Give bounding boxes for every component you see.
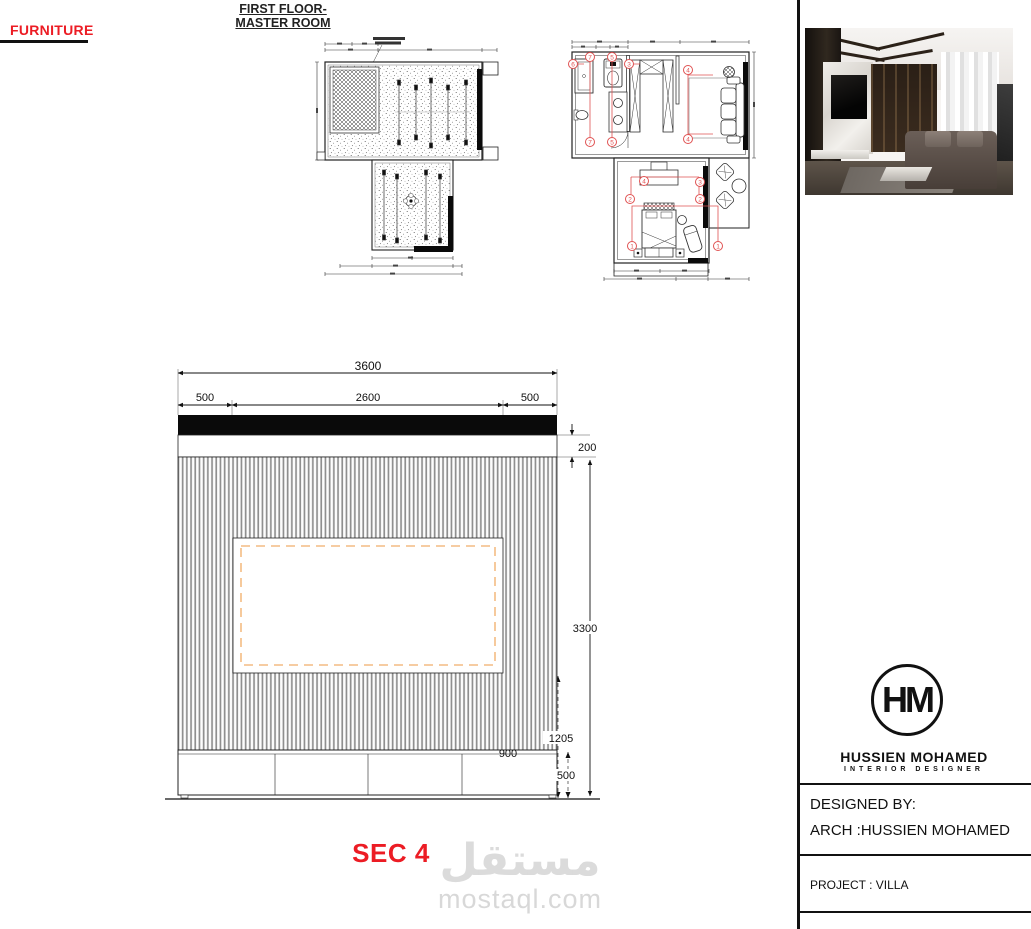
svg-text:3: 3	[698, 179, 702, 187]
titleblock-divider	[797, 0, 800, 929]
toilet	[604, 59, 622, 87]
svg-text:7: 7	[588, 54, 592, 62]
furniture-label: FURNITURE	[10, 22, 94, 38]
sitting-area	[689, 67, 744, 144]
svg-text:5: 5	[610, 54, 614, 62]
ceiling-strip	[178, 435, 557, 457]
project-label: PROJECT : VILLA	[810, 878, 909, 892]
side-table	[678, 216, 687, 225]
svg-text:500: 500	[195, 392, 215, 404]
svg-text:6: 6	[571, 61, 575, 69]
svg-text:5: 5	[610, 139, 614, 147]
designer-logo	[871, 664, 943, 736]
svg-text:1: 1	[630, 243, 634, 251]
ceiling-plan	[300, 34, 510, 290]
svg-text:4: 4	[642, 178, 646, 186]
svg-text:4: 4	[686, 67, 690, 75]
logo-initials: HM	[882, 679, 932, 720]
tv-niche	[233, 538, 503, 673]
svg-text:900: 900	[498, 748, 518, 760]
svg-text:2600: 2600	[355, 392, 381, 404]
titleblock-line	[797, 911, 1031, 913]
furniture-underline	[0, 40, 88, 43]
balcony-furniture	[715, 162, 746, 210]
svg-text:500: 500	[520, 392, 540, 404]
sheet-title-line1: FIRST FLOOR-	[239, 2, 327, 16]
sheet-title	[225, 2, 341, 30]
photo-tv-console	[811, 150, 869, 159]
photo-cushion	[925, 131, 951, 147]
designer-title: INTERIOR DESIGNER	[844, 766, 984, 773]
reference-photo	[805, 28, 1013, 195]
photo-coffee-table	[880, 167, 933, 181]
watermark	[425, 836, 615, 912]
svg-text:500: 500	[556, 770, 576, 782]
designed-by-value: ARCH :HUSSIEN MOHAMED	[810, 822, 1011, 839]
photo-tv	[831, 75, 867, 119]
watermark-domain: mostaql.com	[437, 884, 603, 914]
svg-text:3: 3	[627, 61, 631, 69]
ceiling-plan-upper-room	[317, 62, 498, 160]
designer-name: HUSSIEN MOHAMED	[840, 749, 988, 765]
watermark-arabic: مستقل	[439, 835, 601, 886]
section-drawing	[160, 350, 620, 810]
section-wall	[165, 415, 600, 799]
svg-text:2: 2	[698, 196, 702, 204]
wall-sink	[574, 110, 588, 120]
svg-text:2: 2	[628, 196, 632, 204]
svg-text:7: 7	[588, 139, 592, 147]
titleblock-line	[797, 783, 1031, 785]
svg-text:1: 1	[716, 243, 720, 251]
designed-by-label: DESIGNED BY:	[810, 796, 916, 813]
furniture-plan	[556, 34, 766, 290]
svg-text:4: 4	[686, 136, 690, 144]
svg-text:1205: 1205	[548, 733, 574, 745]
ceiling-band	[178, 415, 557, 435]
photo-cushion	[957, 131, 983, 147]
svg-text:200: 200	[578, 442, 597, 454]
sheet-title-line2: MASTER ROOM	[235, 16, 331, 30]
svg-text:3600: 3600	[354, 359, 382, 373]
svg-text:3300: 3300	[572, 623, 598, 635]
titleblock-line	[797, 854, 1031, 856]
section-label: SEC 4	[352, 838, 430, 868]
